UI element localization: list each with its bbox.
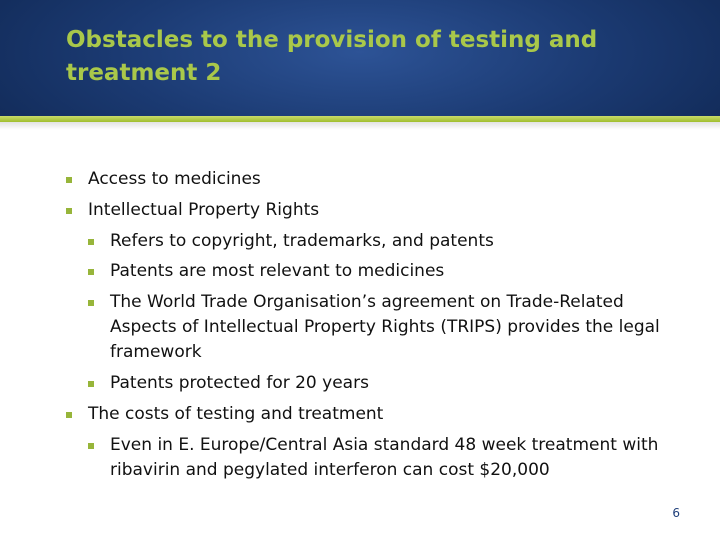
sub-bullet-item	[88, 259, 668, 284]
bullet-text: Access to medicines	[88, 169, 261, 189]
sub-bullet-item	[88, 290, 668, 365]
square-bullet-icon	[66, 412, 72, 418]
bullet-text: Intellectual Property Rights	[88, 200, 320, 220]
divider-shadow	[0, 122, 720, 130]
square-bullet-icon	[66, 177, 72, 183]
square-bullet-icon	[66, 208, 72, 214]
sub-bullet-item	[88, 229, 668, 254]
slide-title: Obstacles to the provision of testing and treatment 2	[66, 27, 598, 86]
square-bullet-icon	[88, 300, 94, 306]
square-bullet-icon	[88, 443, 94, 449]
bullet-item	[66, 198, 666, 223]
square-bullet-icon	[88, 381, 94, 387]
bullet-text: The World Trade Organisation’s agreement on Trade-Related Aspects of Intellectual Property Rights (TRIPS) provides the legal framework	[110, 292, 660, 362]
square-bullet-icon	[88, 239, 94, 245]
page-number: 6	[672, 506, 680, 520]
sub-bullet-item	[88, 371, 668, 396]
bullet-item	[66, 167, 666, 192]
sub-bullet-item	[88, 433, 668, 483]
bullet-text: Patents protected for 20 years	[110, 373, 369, 393]
bullet-text: Even in E. Europe/Central Asia standard 48 week treatment with ribavirin and pegylated interferon can cost $20,000	[110, 435, 659, 480]
square-bullet-icon	[88, 269, 94, 275]
bullet-item	[66, 402, 666, 427]
bullet-text: Patents are most relevant to medicines	[110, 261, 445, 281]
bullet-text: The costs of testing and treatment	[88, 404, 384, 424]
bullet-text: Refers to copyright, trademarks, and patents	[110, 231, 494, 251]
